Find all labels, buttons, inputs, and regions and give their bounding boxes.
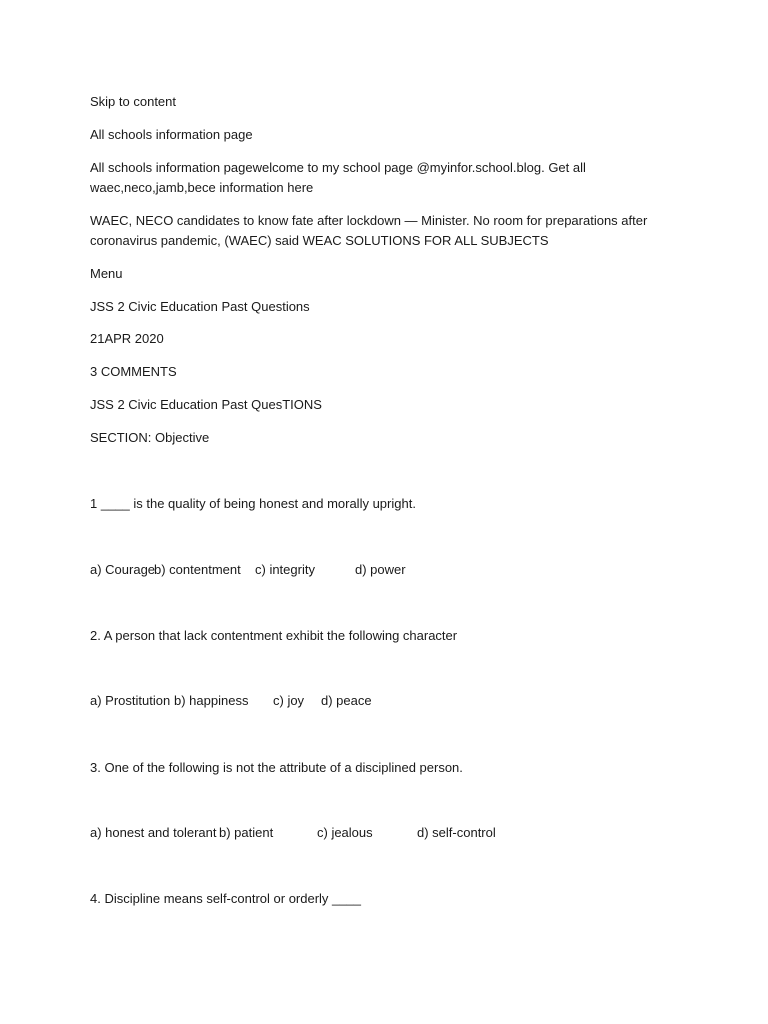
option-a: a) honest and tolerant <box>90 825 217 840</box>
option-c: c) integrity <box>255 562 315 577</box>
option-a: a) Prostitution <box>90 693 171 708</box>
option-a: a) Courage <box>90 562 156 577</box>
option-c: c) jealous <box>317 825 373 840</box>
option-c: c) joy <box>273 693 305 708</box>
option-d: d) peace <box>321 693 372 708</box>
option-b: b) contentment <box>154 562 241 577</box>
post-date[interactable]: 21APR 2020 <box>90 331 164 346</box>
post-heading: JSS 2 Civic Education Past QuesTIONS <box>90 397 322 412</box>
post-title[interactable]: JSS 2 Civic Education Past Questions <box>90 299 310 314</box>
option-b: b) happiness <box>174 693 249 708</box>
site-description: All schools information pagewelcome to my school page @myinfor.school.blog. Get all waec,neco,jamb,bece information here <box>90 160 586 195</box>
option-b: b) patient <box>219 825 274 840</box>
option-d: d) power <box>355 562 406 577</box>
option-d: d) self-control <box>417 825 496 840</box>
post-comments-link[interactable]: 3 COMMENTS <box>90 364 177 379</box>
news-ticker[interactable]: WAEC, NECO candidates to know fate after lockdown — Minister. No room for preparations after coronavirus pandemic, (WAEC) said WEAC SOLUTIONS FOR ALL SUBJECTS <box>90 213 648 248</box>
question-2-text: 2. A person that lack contentment exhibit the following character <box>90 628 458 643</box>
question-4-text: 4. Discipline means self-control or orderly ____ <box>90 891 361 906</box>
menu-button[interactable]: Menu <box>90 266 123 281</box>
question-1-text: 1 ____ is the quality of being honest and morally upright. <box>90 496 416 511</box>
question-3-text: 3. One of the following is not the attribute of a disciplined person. <box>90 760 463 775</box>
section-label: SECTION: Objective <box>90 430 210 445</box>
skip-to-content-link[interactable]: Skip to content <box>90 94 176 109</box>
site-title[interactable]: All schools information page <box>90 127 253 142</box>
